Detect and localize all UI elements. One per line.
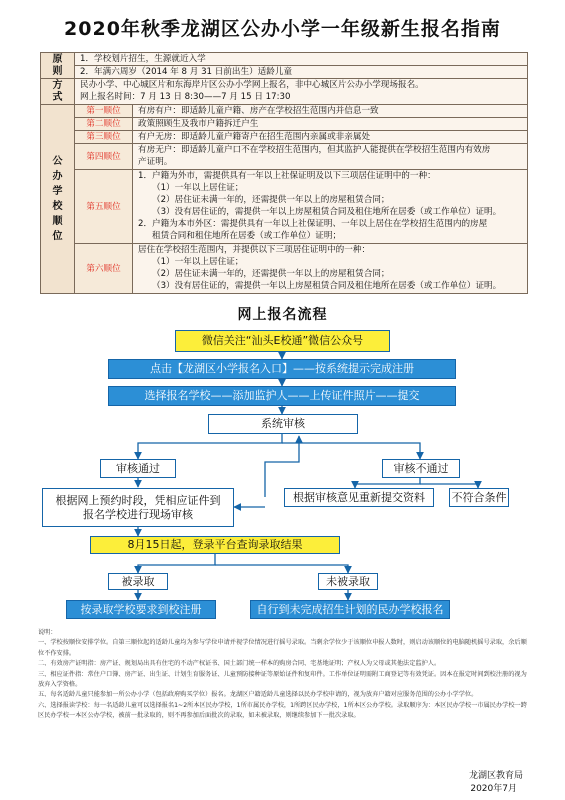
flow-resubmit: 根据审核意见重新提交资料: [284, 488, 434, 507]
flow-onsite-review: 根据网上预约时段，凭相应证件到报名学校进行现场审核: [42, 488, 234, 527]
order-5-line-2: （1）一年以上居住证；: [152, 183, 244, 193]
order-5-line-5: 2．户籍为本市外区：需提供具有一年以上社保证明、一年以上居住在学校招生范围内的房屋: [138, 219, 488, 229]
signature-org: 龙湖区教育局: [468, 771, 523, 781]
flow-query-results: 8月15日起，登录平台查询录取结果: [90, 536, 340, 554]
order-5-line-4: （3）没有居住证的，需提供一年以上房屋租赁合同及租住地所在居委（或工作单位）证明。: [152, 207, 502, 217]
flow-not-eligible: 不符合条件: [449, 488, 509, 507]
order-4-name: 第四顺位: [75, 144, 133, 170]
order-5-line-3: （2）居住证未满一年的，还需提供一年以上的房屋租赁合同；: [152, 195, 390, 205]
principle-line-2: 2．年满六周岁（2014 年 8 月 31 日前出生）适龄儿童: [75, 66, 528, 79]
flow-private-school: 自行到未完成招生计划的民办学校报名: [250, 600, 450, 619]
page-title: 2020年秋季龙湖区公办小学一年级新生报名指南: [64, 18, 501, 40]
arrow-to-fail: [282, 443, 420, 459]
order-4-line-2: 产证明。: [138, 157, 173, 167]
arrow-to-admitted: [138, 554, 215, 573]
principle-line-1: 1．学校划片招生，生源就近入学: [75, 53, 528, 66]
note-5: 六、选择报读学校：每一名适龄儿童可以选择报名1~2所本区民办学校，1所市属民办学校，1所跨区民办学校，1所本区公办学校。录取顺序为：本区民办学校一市属民办学校一跨区民办学校一本区公办学校，被前一批录取的，则不再参加后面批次的录取，如未被录取，则继续参加下一批次录取。: [38, 701, 527, 720]
flow-register: 按录取学校要求到校注册: [66, 600, 216, 619]
order-6-name: 第六顺位: [75, 244, 133, 294]
signature-date: 2020年7月: [470, 784, 517, 794]
arrow-to-pass: [138, 434, 282, 459]
notes: [38, 628, 528, 722]
order-2-text: 政策照顾生及我市户籍拆迁户生: [133, 118, 528, 131]
order-2-name: 第二顺位: [75, 118, 133, 131]
note-3: 三、相应证件指：常住户口簿、房产证、出生证、计划生育服务证、儿童预防接种证等原始证件和复印件。工作单位证明需附工商登记等有效凭证。因本在报定时间到校注册的视为放弃入学资格。: [38, 670, 527, 689]
arrow-to-not-admitted: [215, 565, 348, 573]
order-6-line-2: （1）一年以上居住证；: [152, 257, 244, 267]
flow-step-1: 微信关注“汕头E校通”微信公众号: [175, 330, 390, 352]
flow-review-passed: 审核通过: [100, 459, 176, 478]
flow-step-3: 选择报名学校——添加监护人——上传证件照片——提交: [108, 386, 456, 406]
method-label: 方 式: [41, 79, 75, 105]
order-3-name: 第三顺位: [75, 131, 133, 144]
principle-label: 原 则: [41, 53, 75, 79]
flow-section-title: 网上报名流程: [237, 307, 328, 323]
order-3-text: 有户无房：即适龄儿童户籍寄户在招生范围内亲属或非亲属处: [133, 131, 528, 144]
order-4-line-1: 有房无户：即适龄儿童户口不在学校招生范围内，但其监护人能提供在学校招生范围内有效房: [138, 145, 491, 155]
order-label: 公办学校顺位: [52, 156, 63, 242]
note-2: 二、有效房产证明指：房产证、规划局出具有住宅的不动产权证书、国土部门统一样本的购房合同、宅基地证明；产权人为父母或其他法定监护人。: [38, 660, 441, 668]
order-5-line-1: 1．户籍为外市，需提供具有一年以上社保证明及以下三项居住证明中的一种：: [138, 171, 436, 181]
method-line-1: 民办小学、中心城区片和东海岸片区公办小学网上报名，非中心城区片公办小学现场报名。: [80, 80, 424, 90]
flow-not-admitted: 未被录取: [318, 573, 378, 590]
order-1-text: 有房有户：即适龄儿童户籍、房产在学校招生范围内并信息一致: [133, 105, 528, 118]
order-5-name: 第五顺位: [75, 170, 133, 244]
note-4: 五、每名适龄儿童只能参加一所公办小学（包括政府购买学位）报名。龙湖区户籍适龄儿童选择以民办学校申请的，视为放弃户籍对应服务范围的公办小学学位。: [38, 691, 478, 699]
flow-admitted: 被录取: [108, 573, 168, 590]
arrow-fail-to-resubmit: [355, 478, 420, 488]
order-6-line-3: （2）居住证未满一年的，还需提供一年以上的房屋租赁合同；: [152, 269, 390, 279]
flow-review-failed: 审核不通过: [382, 459, 460, 478]
order-5-line-6: 租赁合同和租住地所在居委（或工作单位）证明；: [152, 231, 342, 241]
order-6-line-1: 居住在学校招生范围内，并提供以下三项居住证明中的一种：: [138, 245, 371, 255]
flow-step-2: 点击【龙湖区小学报名入口】——按系统提示完成注册: [108, 359, 456, 379]
order-6-line-4: （3）没有居住证的，需提供一年以上房屋租赁合同及租住地所在居委（或工作单位）证明。: [152, 281, 502, 291]
note-1: 一、学校按顺位安排学位。自第三顺位起的适龄儿童均为参与学位申请并视学位情况进行摇号录取。当剩余学位少于该顺位申报人数时，则启动该顺位的电脑随机摇号录取，余后顺位不作安排。: [38, 639, 527, 657]
flow-system-review: 系统审核: [208, 414, 358, 434]
method-line-2: 网上报名时间：7 月 13 日 8:30——7 月 15 日 17:30: [80, 92, 291, 102]
notes-heading: 说明：: [38, 629, 57, 636]
order-1-name: 第一顺位: [75, 105, 133, 118]
